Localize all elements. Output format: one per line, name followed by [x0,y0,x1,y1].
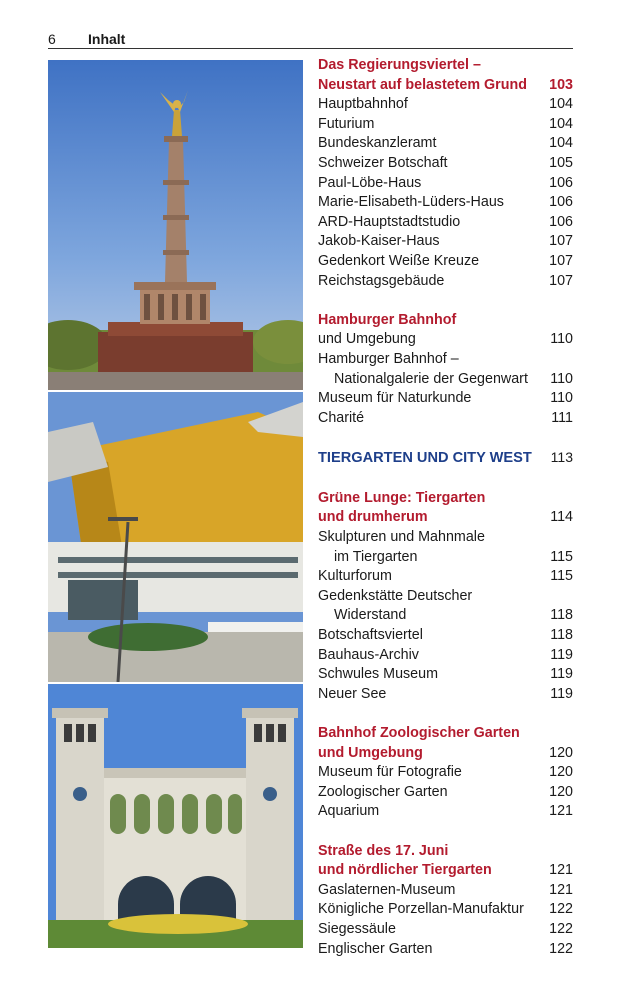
toc-page-number: 114 [550,509,573,526]
toc-section-subline[interactable] [318,330,573,350]
toc-entry[interactable] [318,193,573,213]
toc-section-title: und drumherum [318,509,428,526]
toc-entry-title: Gedenkstätte Deutscher [318,587,473,604]
toc-page-number: 106 [549,213,573,230]
toc-page-number: 122 [549,920,573,937]
toc-entry-title: Englischer Garten [318,940,433,957]
toc-page-number: 118 [550,627,573,644]
toc-page-number: 115 [550,568,573,585]
toc-entry[interactable] [318,232,573,252]
toc-entry[interactable] [318,154,573,174]
toc-entry-title: ARD-Hauptstadtstudio [318,213,461,230]
toc-entry-title: Botschaftsviertel [318,627,423,644]
toc-page-number: 110 [550,331,573,348]
toc-entry-title: Zoologischer Garten [318,783,448,800]
toc-section-title: Hamburger Bahnhof [318,311,457,328]
toc-page-number: 103 [549,76,573,93]
toc-entry-title: Bundeskanzleramt [318,135,437,152]
toc-entry[interactable] [318,763,573,783]
toc-section-title: und nördlicher Tiergarten [318,862,492,879]
toc-page-number: 121 [549,803,573,820]
page-title: Inhalt [88,31,126,47]
toc-entry-title: Bauhaus-Archiv [318,646,419,663]
toc-entry[interactable] [318,587,573,607]
toc-entry[interactable] [318,409,573,429]
philharmonie-photo [48,392,303,682]
toc-section-title: Bahnhof Zoologischer Garten [318,725,520,741]
toc-page-number: 104 [549,115,573,132]
toc-entry[interactable] [318,940,573,960]
toc-entry-title: Hamburger Bahnhof – [318,350,459,367]
toc-entry-title: Nationalgalerie der Gegenwart [334,370,528,387]
toc-section-title: Neustart auf belastetem Grund [318,76,527,93]
toc-page-number: 113 [550,449,573,466]
toc-entry[interactable] [318,881,573,901]
toc-entry[interactable] [318,389,573,409]
toc-entry-title: Marie-Elisabeth-Lüders-Haus [318,194,504,211]
toc-page-number: 115 [550,548,573,565]
toc-entry-title: Gaslaternen-Museum [318,881,456,898]
toc-page-number: 119 [550,685,573,702]
toc-section-subtitle: und Umgebung [318,331,416,348]
toc-entry-title: Museum für Naturkunde [318,390,472,407]
toc-section-title: und Umgebung [318,744,423,761]
toc-entry-title: Widerstand [334,607,407,624]
toc-page-number: 118 [550,607,573,624]
toc-entry[interactable] [318,646,573,666]
toc-entry[interactable] [318,685,573,705]
toc-entry[interactable] [318,213,573,233]
toc-entry[interactable] [318,665,573,685]
toc-entry[interactable] [318,272,573,292]
toc-page-number: 107 [549,272,573,289]
toc-entry[interactable] [318,783,573,803]
toc-entry-title: Charité [318,409,365,426]
toc-page-number: 120 [549,783,573,800]
toc-page-number: 119 [550,646,573,663]
toc-entry[interactable] [318,350,573,370]
victory-column-photo [48,60,303,390]
toc-entry[interactable] [318,802,573,822]
toc-page-number: 104 [549,96,573,113]
toc-page-number: 121 [549,881,573,898]
toc-page-number: 106 [549,174,573,191]
toc-section-heading[interactable] [318,744,573,764]
toc-entry-title: Siegessäule [318,920,396,937]
toc-page-number: 111 [551,409,573,426]
page-number: 6 [48,31,56,47]
toc-section-heading[interactable] [318,311,573,331]
toc-entry[interactable] [318,95,573,115]
toc-page-number: 120 [549,764,573,781]
toc-entry-continuation[interactable] [318,548,573,568]
toc-entry-title: Schwules Museum [318,666,438,683]
toc-entry-continuation[interactable] [318,370,573,390]
toc-entry-title: im Tiergarten [334,548,418,565]
toc-section-heading[interactable] [318,861,573,881]
toc-page-number: 104 [549,135,573,152]
toc-entry[interactable] [318,115,573,135]
toc-entry-title: Königliche Porzellan-Manufaktur [318,901,524,918]
page-header [48,30,573,49]
toc-section-heading[interactable] [318,76,573,96]
toc-page-number: 119 [550,666,573,683]
toc-entry[interactable] [318,174,573,194]
toc-entry-title: Schweizer Botschaft [318,154,448,171]
toc-entry-continuation[interactable] [318,606,573,626]
toc-page-number: 106 [549,194,573,211]
toc-entry-title: Kulturforum [318,568,392,585]
toc-entry[interactable] [318,252,573,272]
toc-chapter-title: TIERGARTEN UND CITY WEST [318,450,532,467]
toc-section-title: Grüne Lunge: Tiergarten [318,489,486,506]
toc-page-number: 121 [549,862,573,879]
toc-page-number: 107 [549,233,573,250]
toc-entry-title: Aquarium [318,803,380,820]
toc-entry[interactable] [318,567,573,587]
toc-section-heading[interactable] [318,489,573,509]
toc-entry[interactable] [318,626,573,646]
toc-entry-title: Futurium [318,115,375,132]
toc-section-heading[interactable] [318,508,573,528]
toc-chapter-heading[interactable] [318,448,573,469]
toc-entry-title: Skulpturen und Mahnmale [318,529,485,546]
toc-page-number: 110 [550,390,573,407]
toc-section-title: Das Regierungsviertel – [318,57,481,73]
toc-section-heading[interactable] [318,842,573,862]
hamburger-bahnhof-photo [48,684,303,948]
toc-entry-title: Hauptbahnhof [318,96,408,113]
toc-section-heading[interactable] [318,724,573,744]
toc-entry[interactable] [318,528,573,548]
photo-column [48,60,303,948]
toc-entry[interactable] [318,134,573,154]
toc-entry[interactable] [318,920,573,940]
toc-page-number: 122 [549,901,573,918]
toc-entry-title: Jakob-Kaiser-Haus [318,233,440,250]
table-of-contents [318,56,573,959]
toc-page-number: 105 [549,154,573,171]
toc-section-title: Straße des 17. Juni [318,842,449,859]
toc-page-number: 107 [549,252,573,269]
toc-section-heading[interactable] [318,56,573,76]
toc-page-number: 122 [549,940,573,957]
toc-entry-title: Gedenkort Weiße Kreuze [318,252,480,269]
toc-page-number: 110 [550,370,573,387]
toc-entry[interactable] [318,900,573,920]
toc-page-number: 120 [549,744,573,761]
toc-entry-title: Neuer See [318,685,387,702]
toc-entry-title: Paul-Löbe-Haus [318,174,422,191]
toc-entry-title: Reichstagsgebäude [318,272,445,289]
toc-entry-title: Museum für Fotografie [318,764,462,781]
